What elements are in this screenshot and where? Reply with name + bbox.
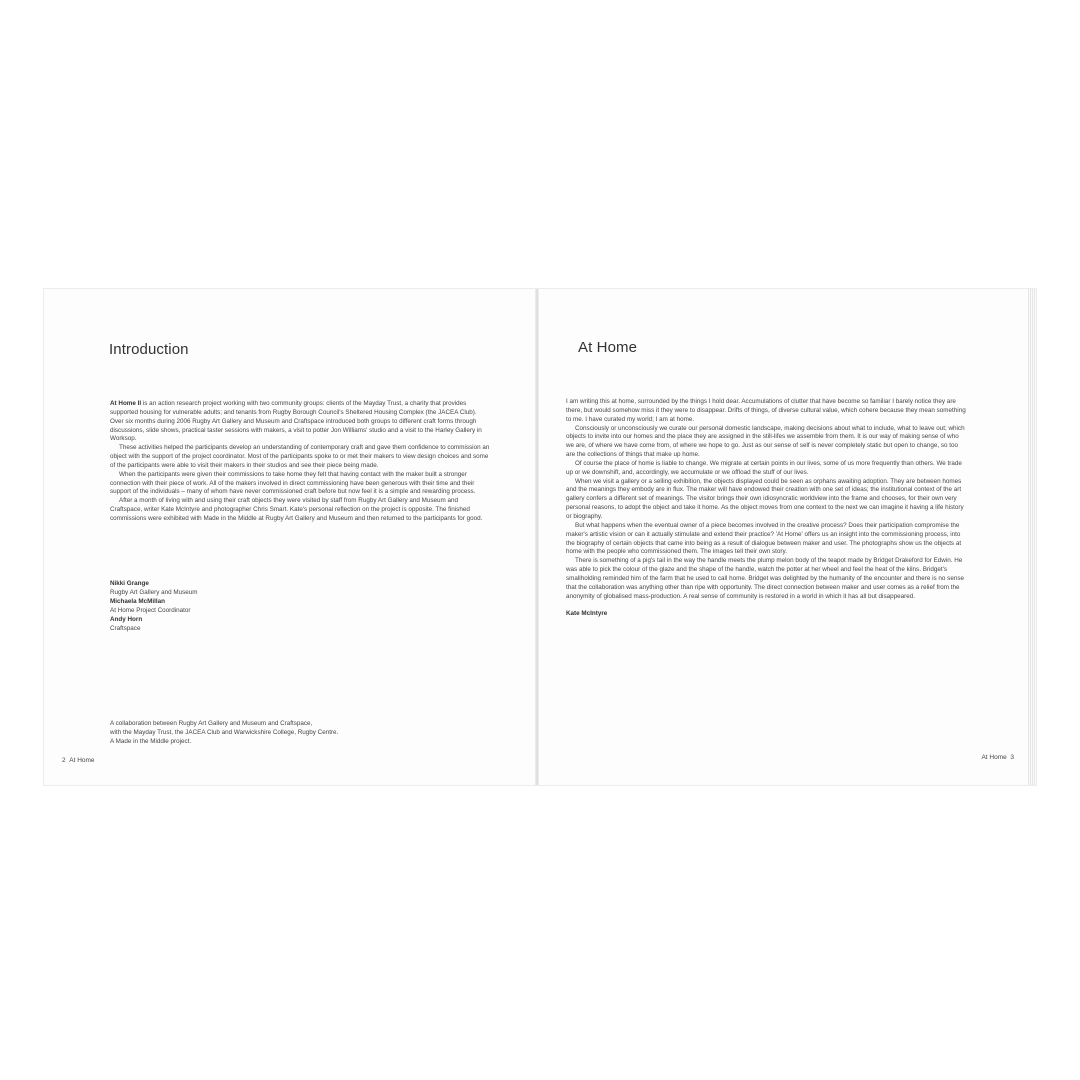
collaboration-line: with the Mayday Trust, the JACEA Club and Warwickshire College, Rugby Centre. bbox=[110, 728, 339, 736]
essay-paragraph-4: When we visit a gallery or a selling exhibition, the objects displayed could be seen as orphans awaiting adoption. They are between homes and the meanings they embody are in flux. The maker will have endowed their creation with one set of ideas; the institutional context of the art gallery confers a different set of meanings. The visitor brings their own idiosyncratic worldview into the frame and chooses, for their own very personal reasons, to adopt the object and take it home. As the object moves from one context to the next we can imagine it having a life history or biography. bbox=[566, 477, 964, 520]
essay-author: Kate McIntyre bbox=[566, 610, 608, 618]
credit-role: Craftspace bbox=[110, 624, 141, 632]
credit-role: At Home Project Coordinator bbox=[110, 606, 191, 614]
credit-role: Rugby Art Gallery and Museum bbox=[110, 588, 198, 596]
essay-paragraph-2: Consciously or unconsciously we curate our personal domestic landscape, making decisions about what to include, what to leave out; which objects to invite into our homes and the place they are assigned in the still-lifes we assemble from them. It is our way of making sense of who we are, of where we have come from, of where we hope to go. Just as our sense of self is never completely static but open to change, so too are the collections of things that make up home. bbox=[566, 424, 965, 459]
at-home-heading: At Home bbox=[578, 339, 638, 356]
book-spread bbox=[44, 289, 1036, 785]
credit-name: Nikki Grange bbox=[110, 580, 149, 587]
essay-body bbox=[566, 398, 966, 619]
essay-paragraph-3: Of course the place of home is liable to change. We migrate at certain points in our lives, some of us more frequently than others. We trade up or we downshift, and, accordingly, we accumulate or we offload the stuff of our lives. bbox=[566, 459, 962, 476]
credit-name: Michaela McMillan bbox=[110, 597, 165, 605]
collaboration-line: A collaboration between Rugby Art Gallery and Museum and Craftspace, bbox=[110, 720, 313, 727]
collaboration-line: A Made in the Middle project. bbox=[110, 737, 192, 745]
essay-paragraph-5: But what happens when the eventual owner of a piece becomes involved in the creative process? Does their participation compromise the maker's artistic vision or can it actually stimulate and extend their practice? 'At Home' offers us an insight into the commissioning process, into the biography of certain objects that came into being as a result of dialogue between maker and user. The photographs show us the objects at home with the people who commissioned them. The images tell their own story. bbox=[566, 521, 962, 556]
page-number: 2 bbox=[62, 757, 66, 764]
introduction-heading: Introduction bbox=[109, 341, 189, 358]
running-title: At Home bbox=[69, 757, 95, 764]
left-folio bbox=[62, 757, 95, 764]
right-folio bbox=[981, 754, 1014, 761]
running-title: At Home bbox=[981, 754, 1007, 761]
page-number: 3 bbox=[1010, 754, 1014, 761]
credit-name: Andy Horn bbox=[110, 615, 143, 623]
lead-title: At Home II bbox=[110, 400, 142, 407]
intro-paragraph-2: These activities helped the participants develop an understanding of contemporary craft and gave them confidence to commission an object with the support of the project coordinator. Most of the participants spoke to or met their makers to view design choices and some of the participants were able to visit their makers in their studios and see their piece being made. bbox=[110, 444, 490, 469]
intro-paragraph-3: When the participants were given their commissions to take home they felt that having contact with the maker built a stronger connection with their piece of work. All of the makers involved in direct commissioning have been generous with their time and their support of the individuals – many of whom have never commissioned craft before but now feel it is a simple and rewarding process. bbox=[110, 470, 476, 496]
credits-list bbox=[110, 580, 198, 633]
left-page bbox=[44, 289, 537, 785]
page-edges bbox=[1028, 289, 1036, 785]
introduction-body bbox=[110, 400, 490, 524]
essay-paragraph-1: I am writing this at home, surrounded by the things I hold dear. Accumulations of clutter that have become so familiar I barely notice they are there, but would somehow miss it they were to disappear. Drifts of things, of diverse cultural value, which cohere because they mean something to me. I have curated my world; I am at home. bbox=[566, 398, 966, 423]
intro-paragraph-1 bbox=[110, 400, 490, 444]
collaboration-note bbox=[110, 720, 338, 747]
intro-paragraph-4: After a month of living with and using their craft objects they were visited by staff from Rugby Art Gallery and Museum and Craftspace, writer Kate McIntyre and photographer Chris Smart. Kate's personal reflection on the project is opposite. The finished commissions were exhibited with Made in the Middle at Rugby Art Gallery and Museum and then returned to the participants for good. bbox=[110, 497, 483, 522]
right-page bbox=[537, 289, 1036, 785]
intro-paragraph-1-text: is an action research project working with two community groups: clients of the Mayday Trust, a charity that provides supported housing for vulnerable adults; and tenants from Rugby Borough Council's Sheltered Housing Complex (the JACEA Club). Over six months during 2006 Rugby Art Gallery and Museum and Craftspace introduced both groups to different craft forms through discussions, slide shows, practical taster sessions with makers, a visit to potter Jon Williams' studio and a visit to the Harley Gallery in Worksop. bbox=[110, 400, 482, 443]
essay-paragraph-6: There is something of a pig's tail in the way the handle meets the plump melon body of the teapot made by Bridget Drakeford for Edwin. He was able to pick the colour of the glaze and the shape of the handle, watch the potter at her wheel and feel the heat of the kilns. Bridget's smallholding reminded him of the farm that he used to call home. Bridget was delighted by the humanity of the encounter and there is no sense that the collaboration was anything other than ripe with opportunity. The direct connection between maker and user comes as a relief from the anonymity of globalised mass-production. A real sense of community is restored in a world in which it has all but disappeared. bbox=[566, 557, 964, 600]
